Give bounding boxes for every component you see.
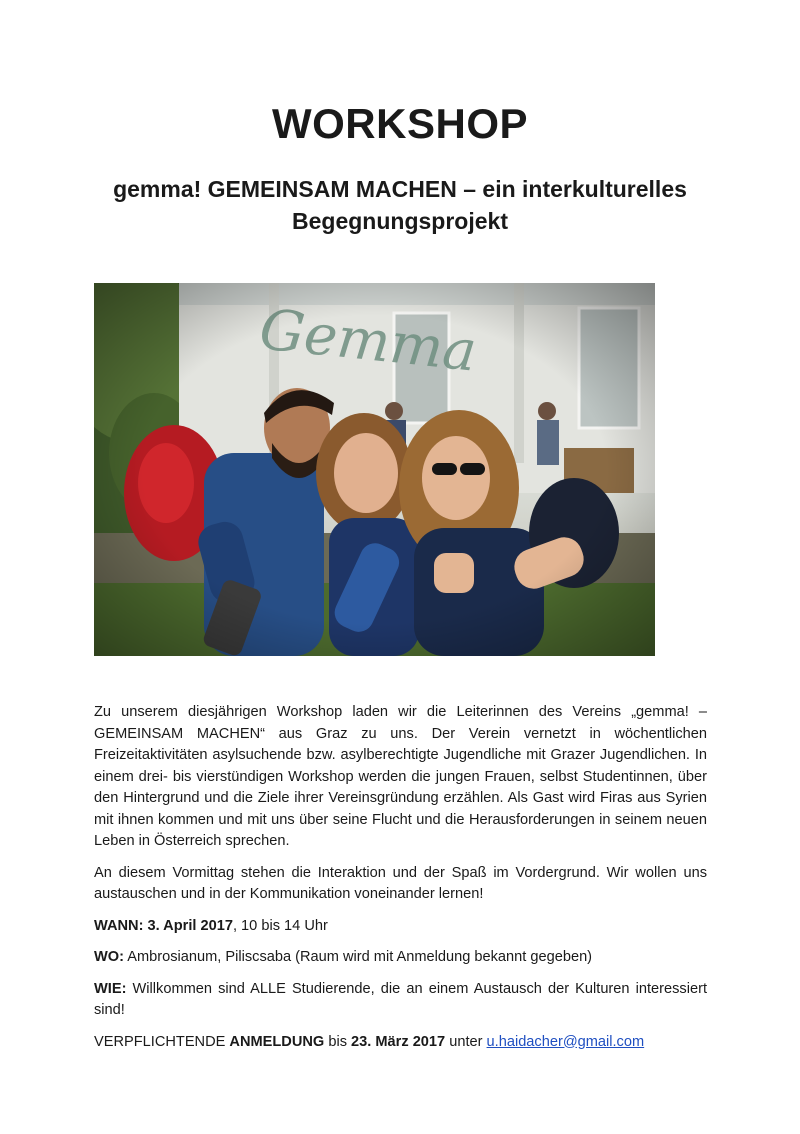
page-title: WORKSHOP [272,100,528,147]
who-detail: Willkommen sind ALLE Studierende, die an einem Austausch der Kulturen interessiert sind! [94,980,707,1018]
registration-line [94,1032,707,1054]
where-line [94,947,707,969]
where-detail: Ambrosianum, Piliscsaba (Raum wird mit Anmeldung bekannt gegeben) [124,949,593,965]
page-subtitle: gemma! GEMEINSAM MACHEN – ein interkulturelles Begegnungsprojekt [113,176,687,234]
when-line [94,916,707,938]
group-photo [94,283,655,656]
registration-deadline: 23. März 2017 [351,1033,446,1050]
second-paragraph: An diesem Vormittag stehen die Interaktion und der Spaß im Vordergrund. Wir wollen uns austauschen und in der Kommunikation voneinander lernen! [94,864,707,902]
registration-keyword: ANMELDUNG [229,1033,325,1050]
email-link[interactable]: u.haidacher@gmail.com [486,1033,645,1050]
registration-middle: bis [324,1033,352,1050]
registration-suffix: unter [445,1033,487,1050]
when-detail: , 10 bis 14 Uhr [232,917,328,934]
where-label: WO: [94,949,124,965]
registration-prefix: VERPFLICHTENDE [94,1033,230,1050]
intro-paragraph: Zu unserem diesjährigen Workshop laden wir die Leiterinnen des Vereins „gemma! – GEMEINSAM MACHEN“ aus Graz zu uns. Der Verein vernetzt in wöchentlichen Freizeitaktivitäten asylsuchende bzw. asylberechtigte Jugendliche mit Grazer Jugendlichen. In einem drei- bis vierstündigen Workshop werden die jungen Frauen, selbst Studentinnen, über den Hintergrund und die Ziele ihrer Vereinsgründung erzählen. Als Gast wird Firas aus Syrien mit ihnen kommen und mit uns über seine Flucht und die Herausforderungen in seinem neuen Leben in Österreich sprechen. [94,704,707,849]
body-text [94,702,707,1063]
who-label: WIE: [94,980,127,997]
who-line [94,979,707,1022]
when-label: WANN: 3. April 2017 [94,917,233,934]
